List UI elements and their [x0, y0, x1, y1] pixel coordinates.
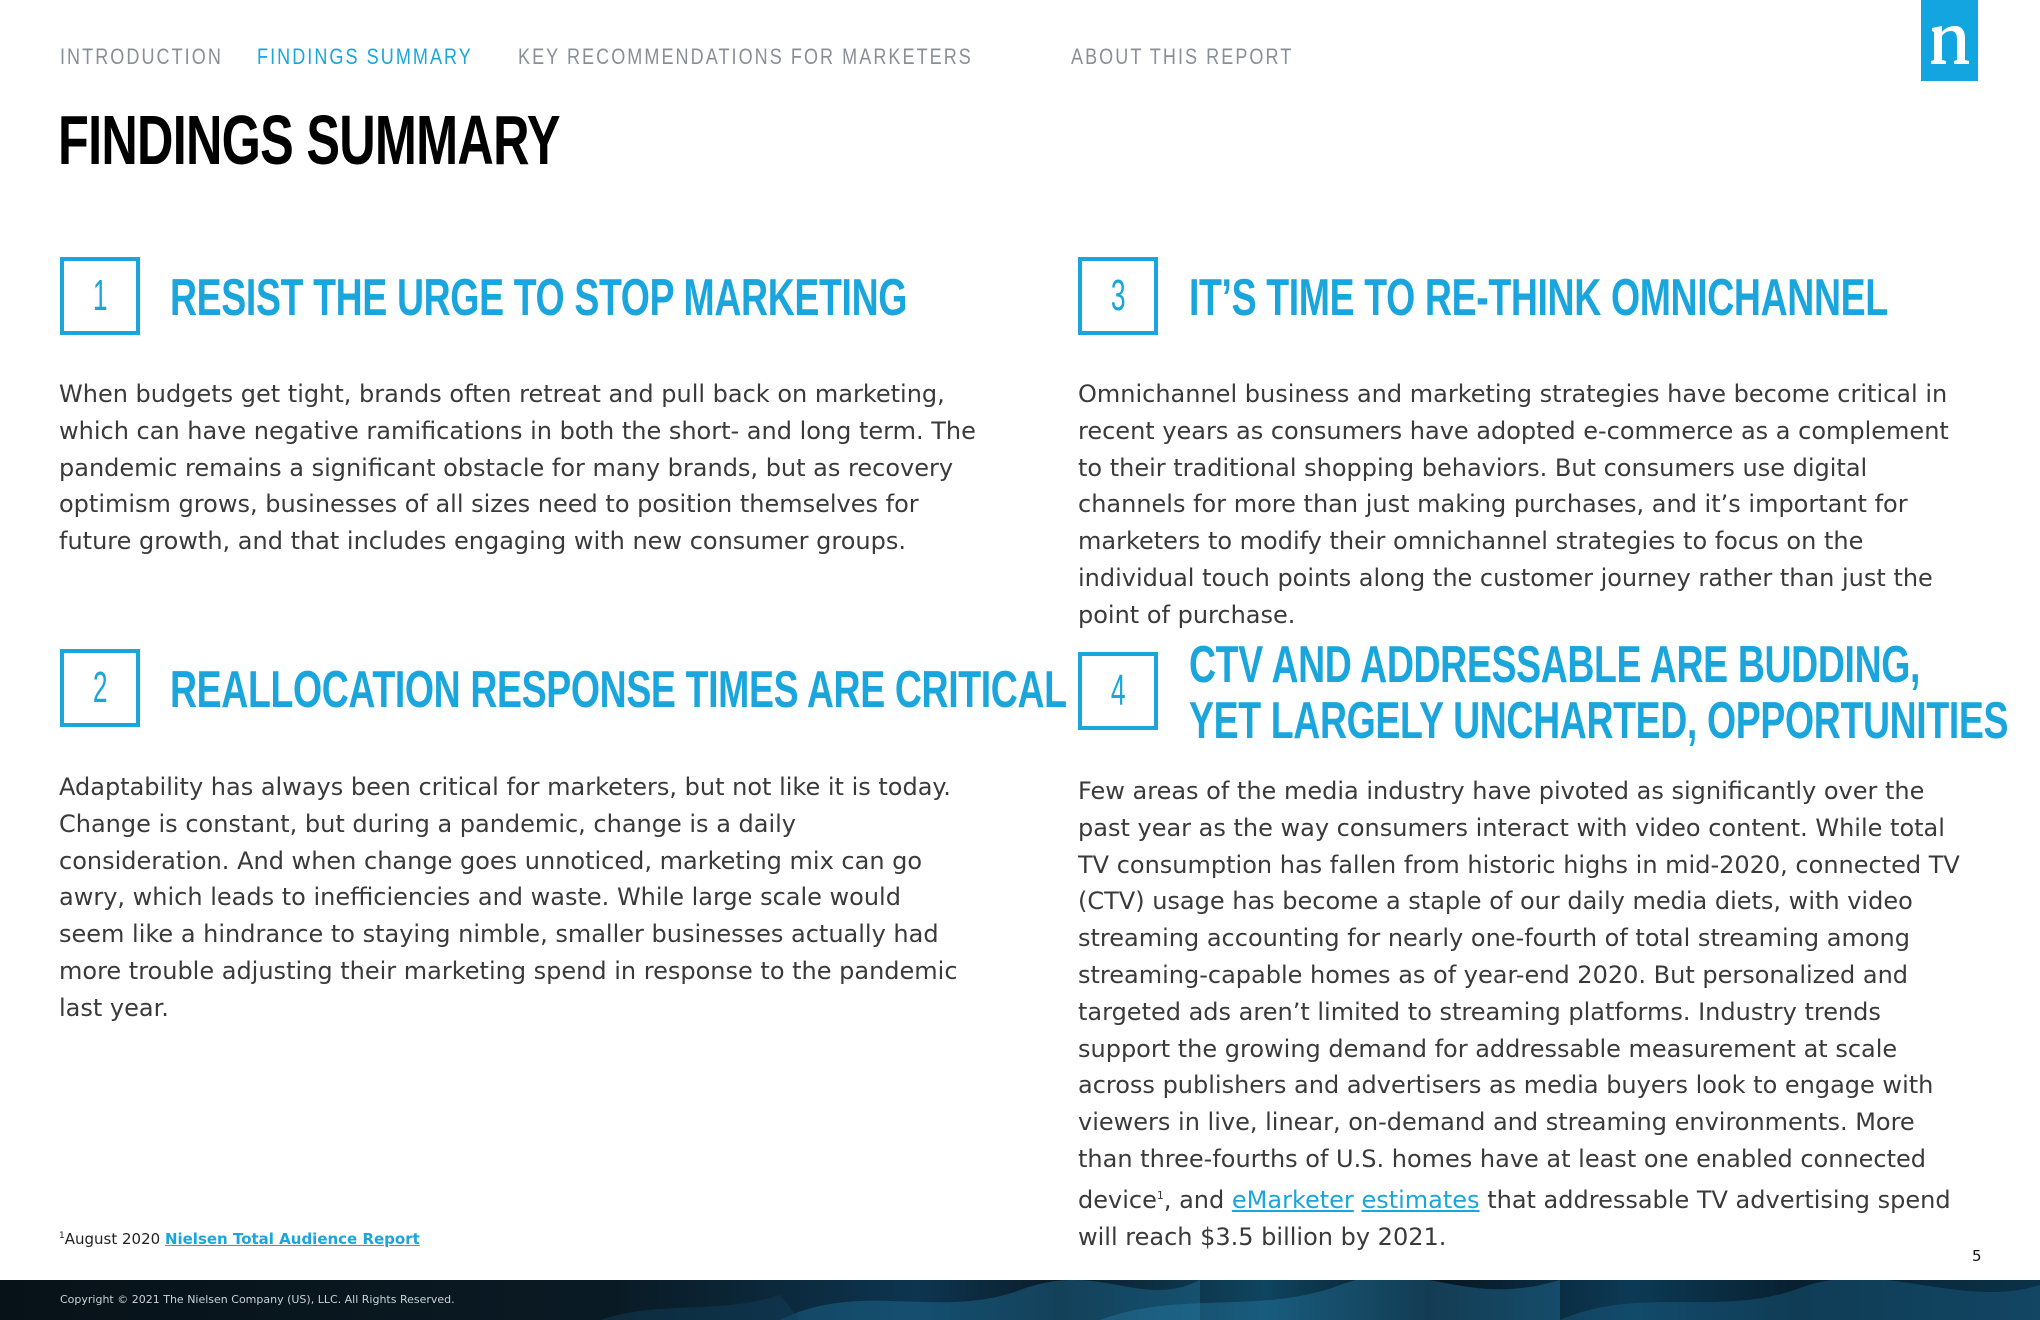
nielsen-n-logo-icon	[1928, 16, 1972, 66]
footnote	[59, 1230, 420, 1248]
section-body-4	[1078, 773, 1973, 1255]
section-number-4: 4	[1110, 666, 1126, 715]
page-number: 5	[1972, 1247, 1982, 1265]
section-number-box-4	[1078, 652, 1158, 730]
nielsen-logo	[1921, 0, 1978, 81]
section-heading-4	[1189, 637, 2008, 749]
section-number-box-1	[60, 257, 140, 335]
section-heading-1: RESIST THE URGE TO STOP MARKETING	[170, 269, 908, 327]
section-number-2: 2	[92, 663, 108, 712]
section-body-2: Adaptability has always been critical for marketers, but not like it is today. Change is constant, but during a pandemic, change is a daily consideration. And when change goes unnoticed, marketing mix can go awry, which leads to inefficiencies and waste. While large scale would seem like a hindrance to staying nimble, smaller businesses actually had more trouble adjusting their marketing spend in response to the pandemic last year.	[59, 773, 958, 1022]
section-heading-3: IT’S TIME TO RE-THINK OMNICHANNEL	[1189, 269, 1888, 327]
copyright-notice: Copyright © 2021 The Nielsen Company (US), LLC. All Rights Reserved.	[60, 1293, 455, 1306]
section-body-4-text: Few areas of the media industry have pivoted as significantly over the past year as the way consumers interact with video content. While total TV consumption has fallen from historic highs in mid-2020, connected TV (CTV) usage has become a staple of our daily media diets, with video streaming accounting for nearly one-fourth of total streaming among streaming-capable homes as of year-end 2020. But personalized and targeted ads aren’t limited to streaming platforms. Industry trends support the growing demand for addressable measurement at scale across publishers and advertisers as media buyers look to engage with viewers in live, linear, on-demand and streaming environments. More than three-fourths of U.S. homes have at least one enabled connected device	[1078, 777, 1960, 1214]
section-number-box-3	[1078, 257, 1158, 335]
page-title: FINDINGS SUMMARY	[58, 101, 560, 179]
section-body-4-tail: that addressable TV advertising spend will reach $3.5 billion by 2021.	[1078, 1185, 1951, 1251]
section-number-box-2	[60, 649, 140, 727]
section-number-1: 1	[92, 271, 108, 320]
section-heading-2: REALLOCATION RESPONSE TIMES ARE CRITICAL	[170, 661, 1067, 719]
emarketer-link[interactable]: eMarketer	[1231, 1185, 1354, 1214]
section-heading-4-line-1: CTV AND ADDRESSABLE ARE BUDDING,	[1189, 636, 1921, 694]
nav-item-findings-summary[interactable]: FINDINGS SUMMARY	[256, 44, 473, 69]
section-body-4-joiner: , and	[1163, 1185, 1232, 1214]
nav-item-key-recommendations[interactable]: KEY RECOMMENDATIONS FOR MARKETERS	[517, 44, 973, 69]
section-number-3: 3	[1110, 271, 1126, 320]
section-body-1: When budgets get tight, brands often retreat and pull back on marketing, which can have negative ramifications in both the short- and long term. The pandemic remains a significant obstacle for many brands, but as recovery optimism grows, businesses of all sizes need to position themselves for future growth, and that includes engaging with new consumer groups.	[59, 380, 976, 556]
footnote-reference: 1	[1156, 1188, 1164, 1202]
nielsen-total-audience-report-link[interactable]: Nielsen Total Audience Report	[164, 1230, 420, 1248]
section-body-3: Omnichannel business and marketing strategies have become critical in recent years as consumers have adopted e-commerce as a complement to their traditional shopping behaviors. But consumers use digital channels for more than just making purchases, and it’s important for marketers to modify their omnichannel strategies to focus on the individual touch points along the customer journey rather than just the point of purchase.	[1078, 380, 1949, 629]
section-heading-4-line-2: YET LARGELY UNCHARTED, OPPORTUNITIES	[1189, 692, 2009, 750]
footnote-text: August 2020	[64, 1230, 165, 1248]
estimates-link[interactable]: estimates	[1361, 1185, 1480, 1214]
nav-item-introduction[interactable]: INTRODUCTION	[60, 44, 223, 69]
top-navigation	[60, 44, 1302, 70]
nav-item-about-this-report[interactable]: ABOUT THIS REPORT	[1070, 44, 1293, 69]
footnote-marker: 1	[59, 1231, 65, 1241]
